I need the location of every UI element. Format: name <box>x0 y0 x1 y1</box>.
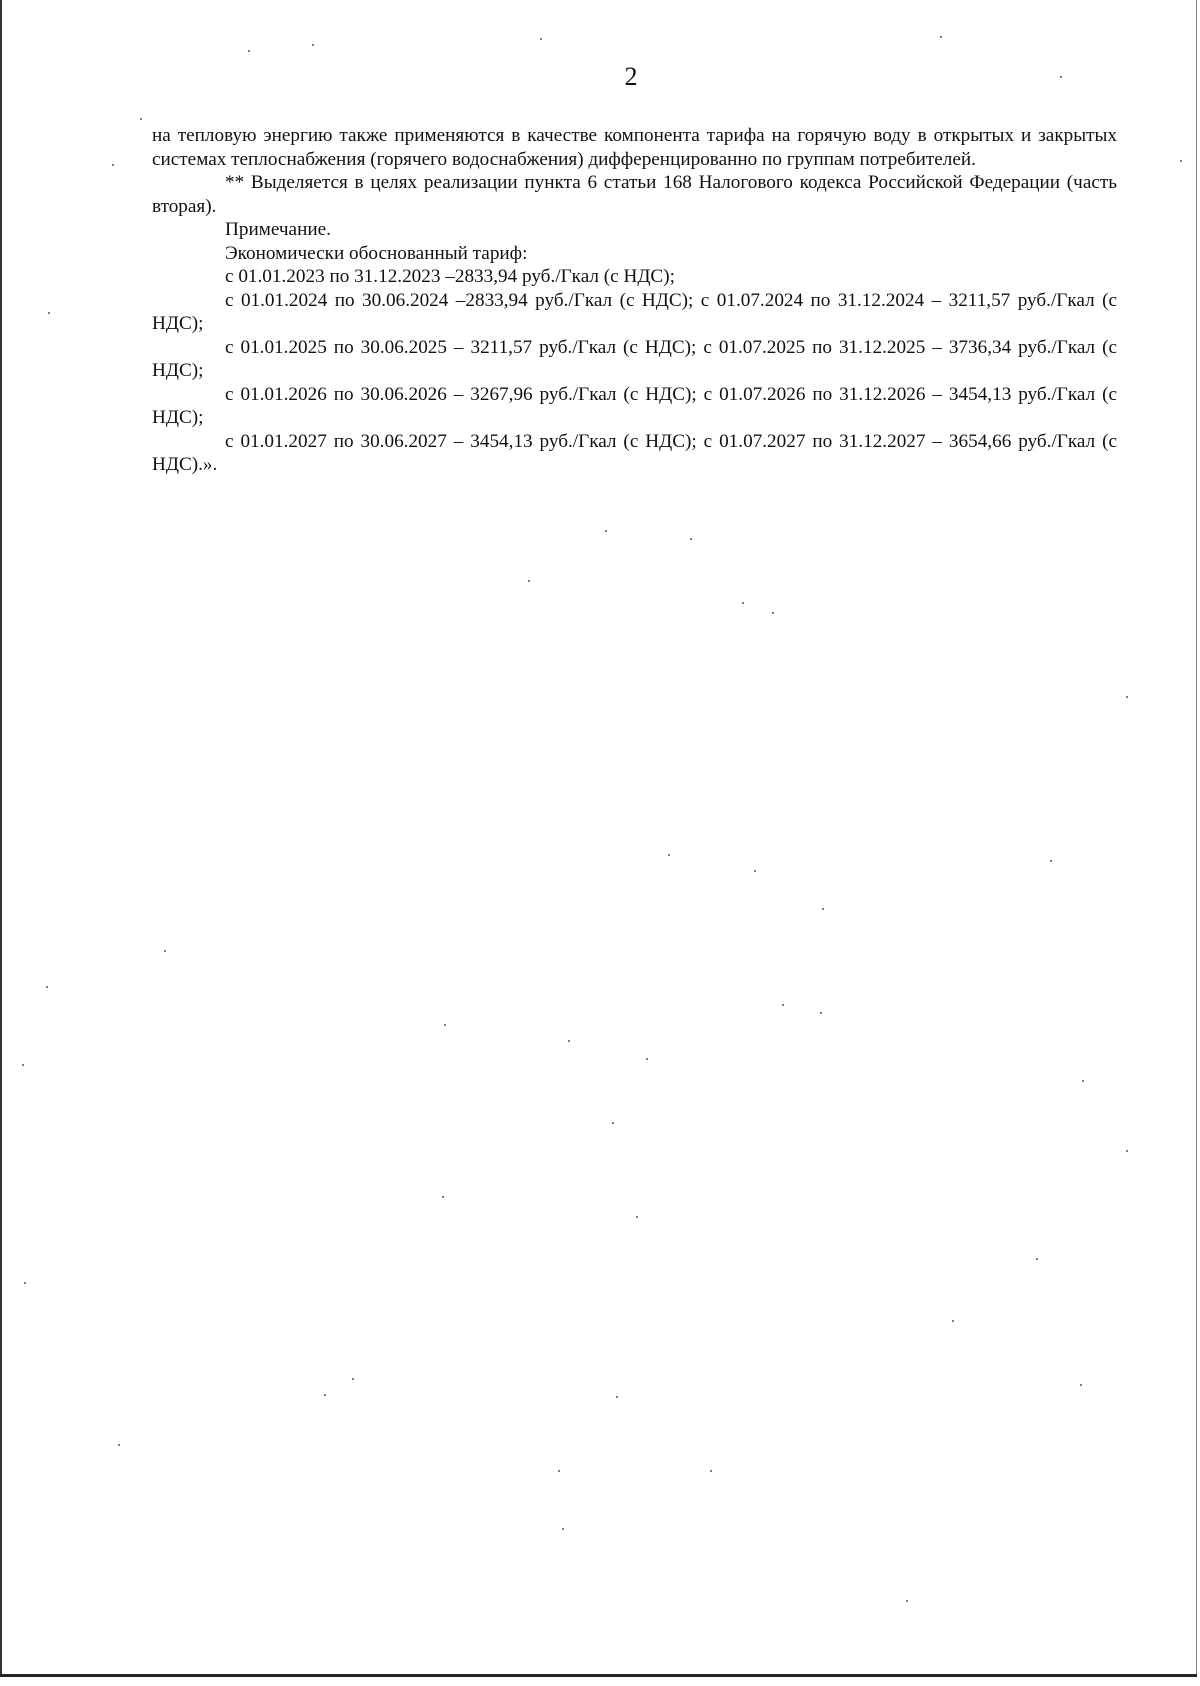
scan-speck <box>1036 1258 1038 1260</box>
scan-speck <box>528 580 530 582</box>
tariff-line-2024: с 01.01.2024 по 30.06.2024 –2833,94 руб./Гкал (с НДС); с 01.07.2024 по 31.12.2024 – 3211,57 руб./Гкал (с НДС); <box>152 289 1117 334</box>
scan-speck <box>444 1024 446 1026</box>
scan-border-bottom <box>0 1674 1197 1677</box>
tariff-heading: Экономически обоснованный тариф: <box>225 242 528 264</box>
tariff-line-2026: с 01.01.2026 по 30.06.2026 – 3267,96 руб./Гкал (с НДС); с 01.07.2026 по 31.12.2026 – 3454,13 руб./Гкал (с НДС); <box>152 383 1117 428</box>
tariff-line-2027: с 01.01.2027 по 30.06.2027 – 3454,13 руб./Гкал (с НДС); с 01.07.2027 по 31.12.2027 – 3654,66 руб./Гкал (с НДС).». <box>152 430 1117 475</box>
scan-speck <box>820 1012 822 1014</box>
scan-speck <box>605 530 607 532</box>
scan-speck <box>24 1282 26 1284</box>
scan-speck <box>906 1600 908 1602</box>
footnote-vat: ** Выделяется в целях реализации пункта 6 статьи 168 Налогового кодекса Российской Федерации (часть вторая). <box>152 172 1117 217</box>
scan-speck <box>1080 1384 1082 1386</box>
scan-speck <box>22 1064 24 1066</box>
scan-speck <box>540 38 542 40</box>
scan-speck <box>48 312 50 314</box>
scan-speck <box>822 908 824 910</box>
scan-speck <box>1060 76 1062 78</box>
scan-speck <box>1050 860 1052 862</box>
scan-speck <box>1180 160 1182 162</box>
scan-speck <box>352 1378 354 1380</box>
scan-speck <box>952 1320 954 1322</box>
scan-speck <box>248 50 250 52</box>
scan-speck <box>636 1216 638 1218</box>
scan-speck <box>1126 696 1128 698</box>
scan-speck <box>568 1040 570 1042</box>
scan-speck <box>612 1122 614 1124</box>
tariff-line-2023: с 01.01.2023 по 31.12.2023 –2833,94 руб./Гкал (с НДС); <box>225 266 675 287</box>
scan-border-left <box>0 0 2 1676</box>
scan-speck <box>646 1058 648 1060</box>
scan-speck <box>616 1396 618 1398</box>
document-body <box>152 124 1117 477</box>
page-number: 2 <box>624 62 638 91</box>
scan-speck <box>324 1394 326 1396</box>
note-label: Примечание. <box>225 219 331 240</box>
scan-speck <box>772 612 774 614</box>
scan-speck <box>668 854 670 856</box>
scan-speck <box>742 602 744 604</box>
scan-speck <box>164 950 166 952</box>
scan-speck <box>140 118 142 120</box>
tariff-line-2025: с 01.01.2025 по 30.06.2025 – 3211,57 руб./Гкал (с НДС); с 01.07.2025 по 31.12.2025 – 3736,34 руб./Гкал (с НДС); <box>152 336 1117 381</box>
scan-speck <box>690 538 692 540</box>
scan-speck <box>442 1196 444 1198</box>
scan-speck <box>1126 1150 1128 1152</box>
scan-speck <box>558 1470 560 1472</box>
scan-speck <box>754 870 756 872</box>
scan-speck <box>710 1470 712 1472</box>
paragraph-continuation: на тепловую энергию также применяются в качестве компонента тарифа на горячую воду в открытых и закрытых системах теплоснабжения (горячего водоснабжения) дифференцированно по группам потребителей. <box>152 125 1117 170</box>
scan-speck <box>46 986 48 988</box>
scan-speck <box>312 44 314 46</box>
scan-speck <box>1082 1080 1084 1082</box>
scan-speck <box>118 1444 120 1446</box>
scan-border-right <box>1196 0 1197 1676</box>
scan-speck <box>112 164 114 166</box>
scan-speck <box>940 36 942 38</box>
scan-speck <box>782 1004 784 1006</box>
scan-speck <box>562 1528 564 1530</box>
